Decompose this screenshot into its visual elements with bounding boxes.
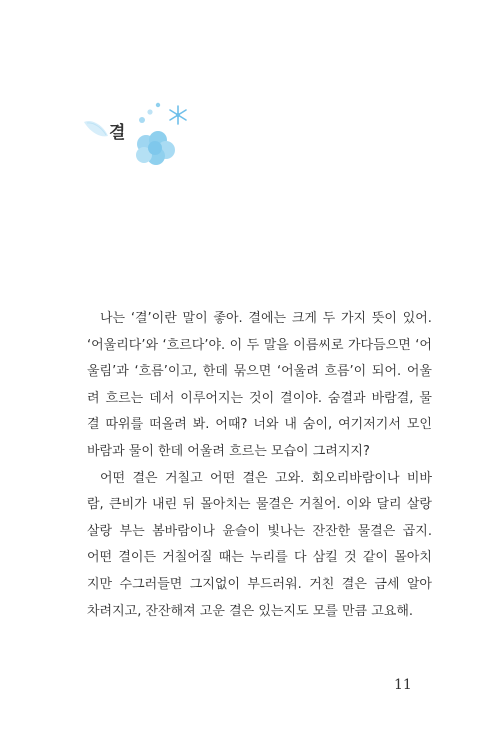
snowflake-icon bbox=[170, 106, 186, 124]
chapter-title: 결 bbox=[109, 123, 126, 143]
body-line: 바람과 물이 한데 어울려 흐르는 모습이 그려지지? bbox=[87, 443, 370, 459]
body-line: 나는 ‘결’이란 말이 좋아. 결에는 크게 두 가지 뜻이 있어. bbox=[100, 311, 432, 326]
body-line: 어떤 결이든 거칠어질 때는 누리를 다 삼킬 것 같이 몰아치 bbox=[87, 550, 432, 566]
body-line: 차려지고, 잔잔해져 고운 결은 있는지도 모를 만큼 고요해. bbox=[87, 603, 414, 619]
chapter-decoration bbox=[78, 92, 198, 172]
body-line: 살랑 부는 봄바람이나 윤슬이 빛나는 잔잔한 물결은 곱지. bbox=[87, 523, 432, 539]
body-line: 람, 큰비가 내린 뒤 몰아치는 물결은 거칠어. 이와 달리 살랑 bbox=[87, 497, 432, 513]
page-number: 11 bbox=[394, 677, 412, 693]
body-line: 결 따위를 떠올려 봐. 어때? 너와 내 숨이, 여기저기서 모인 bbox=[87, 417, 432, 433]
flower-icon bbox=[136, 131, 175, 165]
body-line: 어떤 결은 거칠고 어떤 결은 고와. 회오리바람이나 비바 bbox=[100, 470, 432, 486]
body-line: 울림’과 ‘흐름’이고, 한데 묶으면 ‘어울려 흐름’이 되어. 어울 bbox=[87, 364, 432, 380]
leaf-icon bbox=[84, 121, 108, 136]
body-text bbox=[87, 306, 432, 625]
body-line: 려 흐르는 데서 이루어지는 것이 결이야. 숨결과 바람결, 물 bbox=[87, 390, 432, 406]
body-line: ‘어울리다’와 ‘흐르다’야. 이 두 말을 이름씨로 가다듬으면 ‘어 bbox=[87, 337, 432, 353]
dots-icon bbox=[139, 103, 160, 123]
body-line: 지만 수그러들면 그지없이 부드러워. 거친 결은 금세 알아 bbox=[87, 576, 432, 592]
